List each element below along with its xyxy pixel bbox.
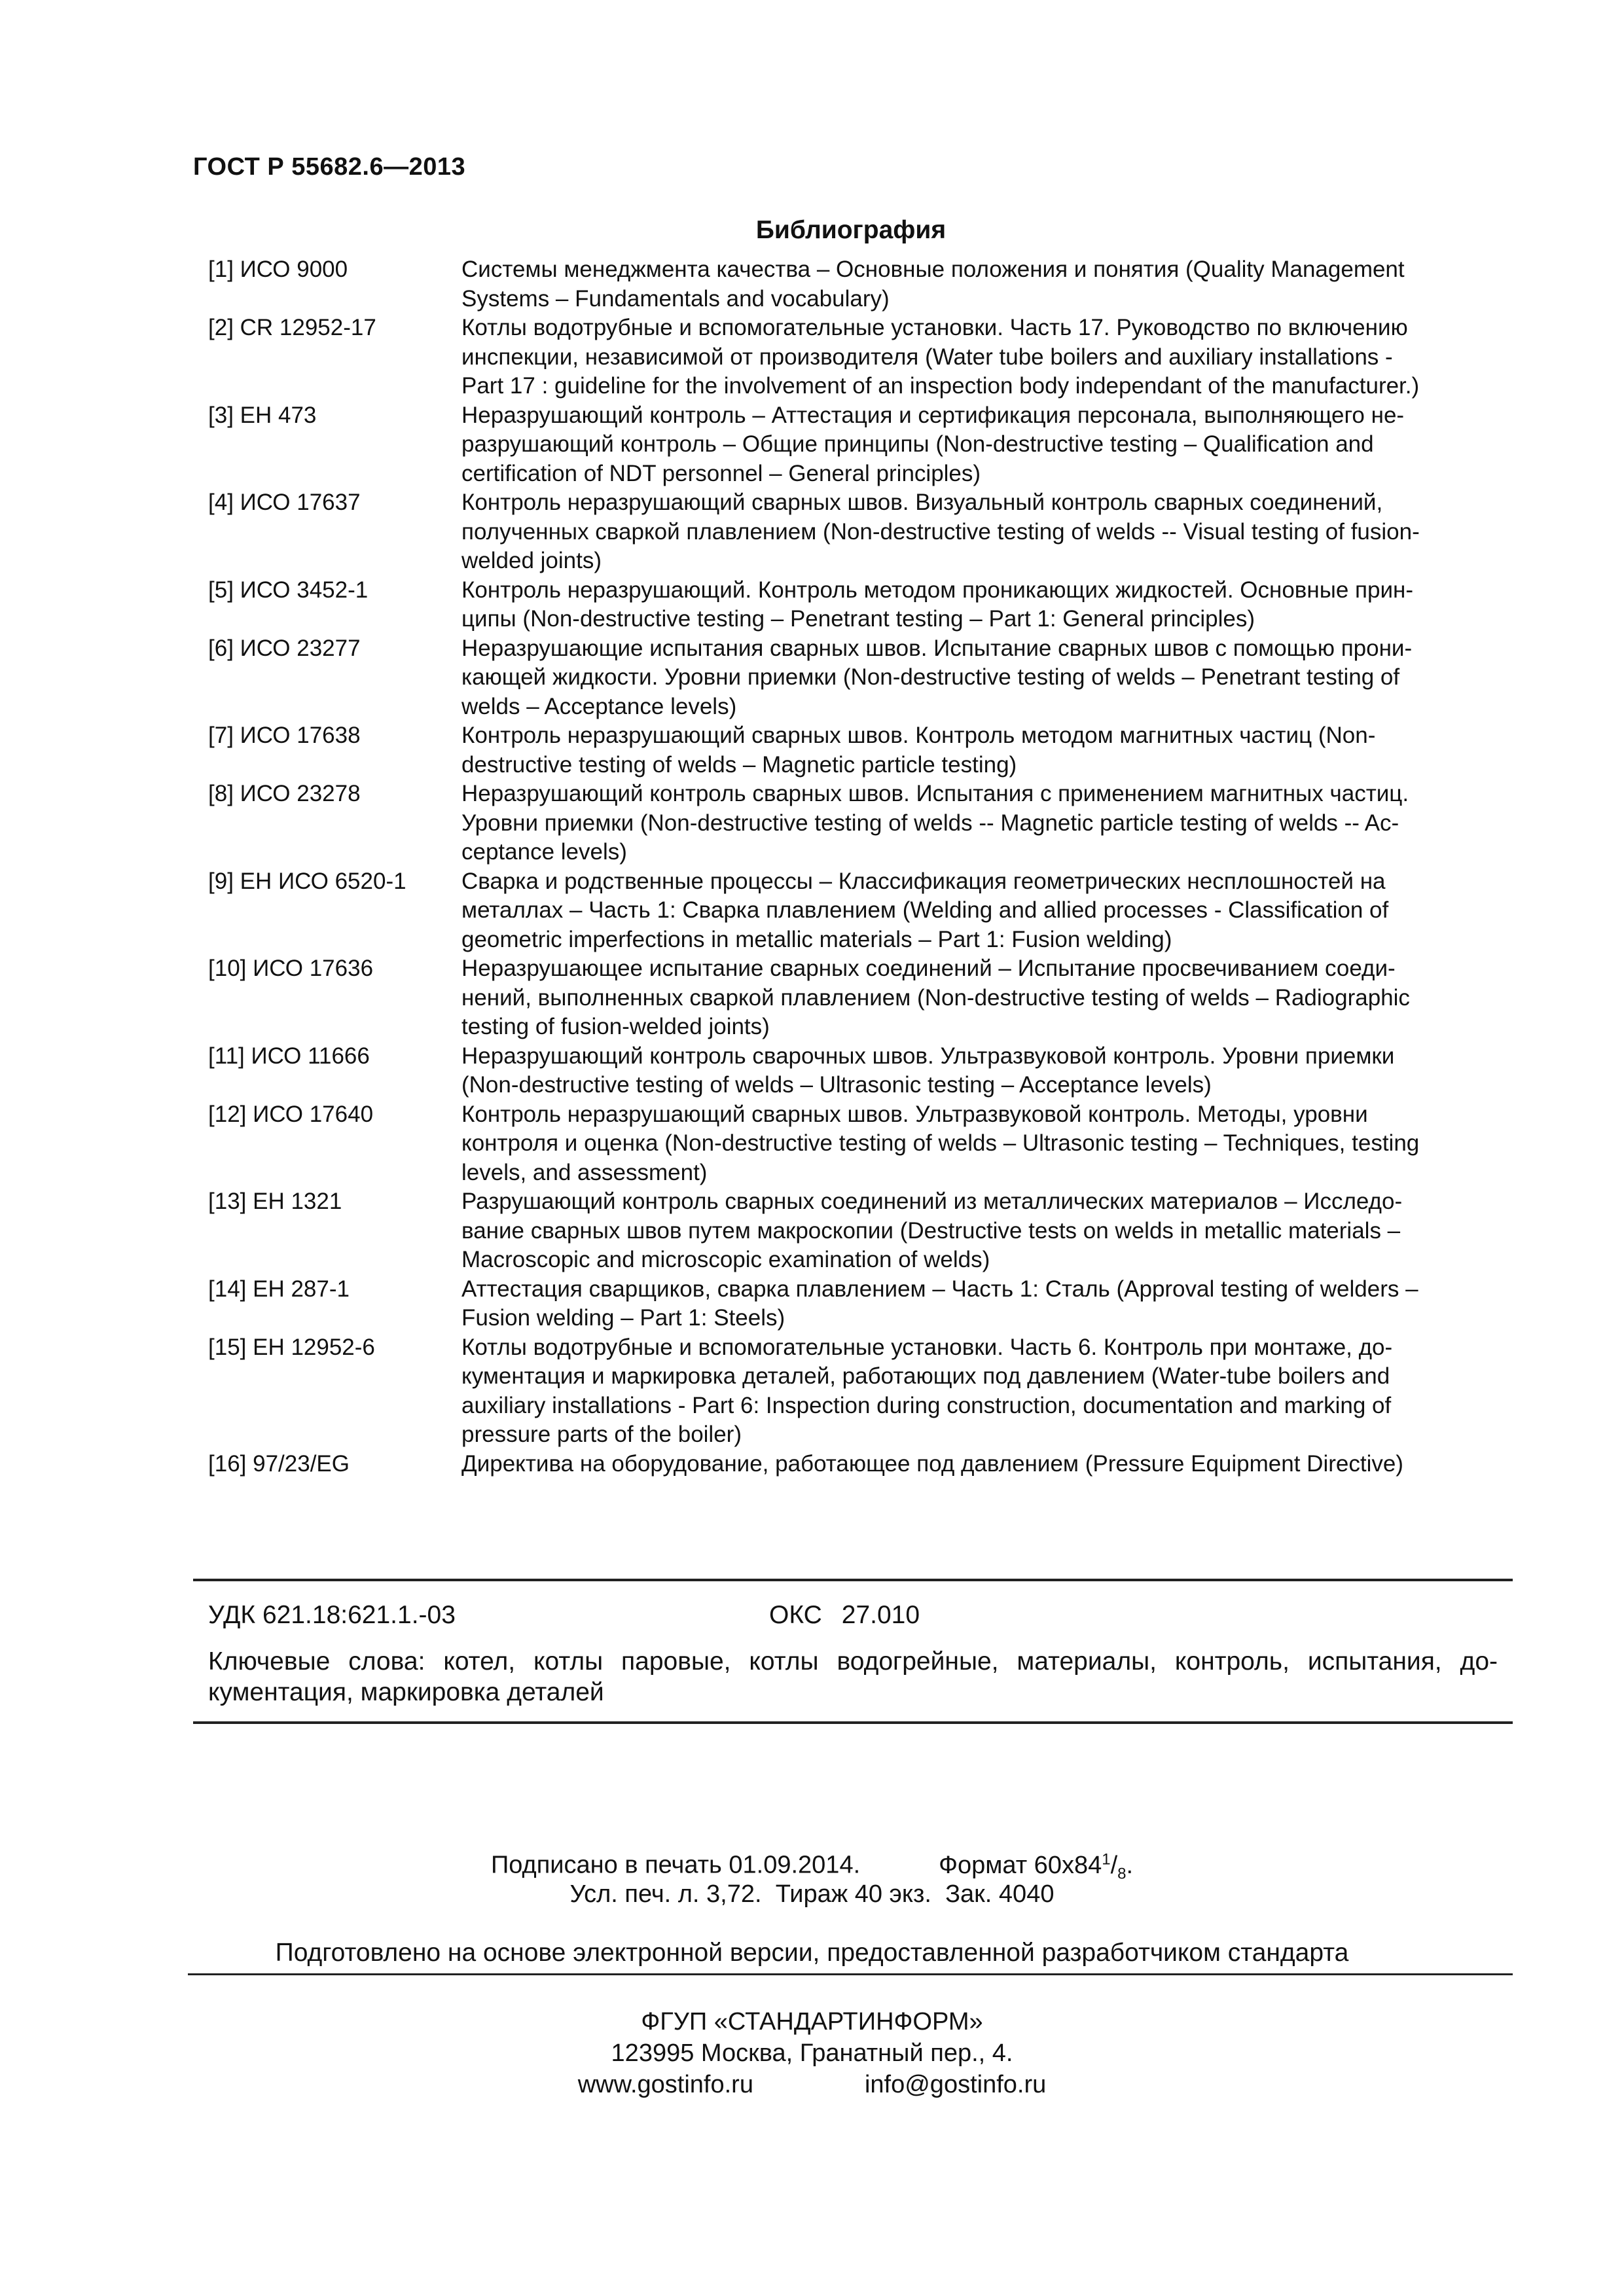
entry-description-line: нений, выполненных сваркой плавлением (Non-destructive testing of welds – Radiographic	[461, 984, 1410, 1011]
entry-description-line: welds – Acceptance levels)	[461, 693, 737, 719]
entry-description-line: Уровни приемки (Non-destructive testing of welds -- Magnetic particle testing of welds -- Ac-	[461, 810, 1399, 836]
publisher-address: 123995 Москва, Гранатный пер., 4.	[611, 2039, 1013, 2067]
entry-reference: [15] ЕН 12952-6	[208, 1334, 375, 1360]
entry-description-line: Fusion welding – Part 1: Steels)	[461, 1305, 785, 1331]
publisher-name: ФГУП «СТАНДАРТИНФОРМ»	[641, 2008, 983, 2036]
entry-reference: [11] ИСО 11666	[208, 1043, 370, 1069]
bibliography-entry	[208, 1100, 1511, 1188]
entry-description-line: ципы (Non-destructive testing – Penetrant testing – Part 1: General principles)	[461, 606, 1255, 632]
publisher-block	[0, 2006, 1624, 2100]
document-code: ГОСТ Р 55682.6—2013	[193, 153, 466, 181]
entry-description	[461, 314, 1511, 401]
entry-description	[461, 1100, 1511, 1188]
bibliography-entry	[208, 1333, 1511, 1450]
entry-reference: [4] ИСО 17637	[208, 490, 361, 515]
entry-description-line: ceptance levels)	[461, 839, 627, 865]
entry-description	[461, 1333, 1511, 1450]
entry-description	[461, 780, 1511, 867]
entry-description	[461, 1042, 1511, 1100]
entry-description-line: Системы менеджмента качества – Основные положения и понятия (Quality Management	[461, 257, 1405, 282]
entry-description-line: полученных сваркой плавлением (Non-destructive testing of welds -- Visual testing of fusion-	[461, 518, 1420, 545]
bibliography-entry	[208, 255, 1511, 314]
entry-description-line: Неразрушающий контроль – Аттестация и сертификация персонала, выполняющего не-	[461, 402, 1405, 428]
entry-description	[461, 401, 1511, 489]
entry-description	[461, 576, 1511, 634]
bibliography-list	[208, 255, 1511, 1479]
entry-reference: [12] ИСО 17640	[208, 1101, 374, 1127]
entry-description-line: welded joints)	[461, 548, 602, 573]
entry-description-line: auxiliary installations - Part 6: Inspection during construction, documentation and marking of	[461, 1392, 1392, 1418]
paper-format: Формат $60x84^1/_8$.	[939, 1850, 1134, 1883]
entry-description-line: destructive testing of welds – Magnetic particle testing)	[461, 751, 1017, 778]
oks-code	[769, 1600, 920, 1630]
entry-reference: [6] ИСО 23277	[208, 635, 361, 661]
prepared-note: Подготовлено на основе электронной версии, предоставленной разработчиком стандарта	[275, 1939, 1349, 1967]
oks-label: ОКС	[769, 1601, 822, 1629]
entry-reference: [2] CR 12952-17	[208, 315, 376, 340]
entry-description-line: testing of fusion-welded joints)	[461, 1014, 770, 1039]
entry-reference: [9] ЕН ИСО 6520-1	[208, 868, 406, 894]
entry-description-line: Разрушающий контроль сварных соединений из металлических материалов – Исследо-	[461, 1189, 1403, 1214]
bibliography-entry	[208, 314, 1511, 401]
website-link[interactable]: www.gostinfo.ru	[577, 2071, 753, 2098]
entry-description-line: Контроль неразрушающий сварных швов. Ультразвуковой контроль. Методы, уровни	[461, 1101, 1368, 1127]
bibliography-entry	[208, 576, 1511, 634]
entry-description	[461, 954, 1511, 1042]
entry-description	[461, 1187, 1511, 1275]
keywords: Ключевые слова: котел, котлы паровые, котлы водогрейные, материалы, контроль, испытания, до-кументация, маркировка деталей	[208, 1647, 1498, 1706]
divider-middle	[193, 1721, 1513, 1724]
entry-description-line: Директива на оборудование, работающее под давлением (Pressure Equipment Directive)	[461, 1450, 1403, 1477]
entry-description-line: разрушающий контроль – Общие принципы (Non-destructive testing – Qualification and	[461, 431, 1374, 457]
entry-description-line: geometric imperfections in metallic materials – Part 1: Fusion welding)	[461, 926, 1172, 952]
entry-description-line: кументация и маркировка деталей, работающих под давлением (Water-tube boilers and	[461, 1363, 1390, 1389]
entry-reference: [3] ЕН 473	[208, 402, 317, 428]
entry-description	[461, 255, 1511, 314]
entry-reference: [1] ИСО 9000	[208, 257, 348, 282]
bibliography-entry	[208, 780, 1511, 867]
entry-description-line: Неразрушающие испытания сварных швов. Испытание сварных швов с помощью прони-	[461, 635, 1413, 661]
entry-description-line: Macroscopic and microscopic examination of welds)	[461, 1247, 990, 1272]
bibliography-entry	[208, 488, 1511, 576]
imprint-line-2	[0, 1878, 1624, 1910]
bibliography-entry	[208, 634, 1511, 722]
entry-description	[461, 1275, 1511, 1333]
print-sheets: Усл. печ. л. 3,72.	[569, 1880, 762, 1908]
entry-description	[461, 1450, 1511, 1479]
entry-description	[461, 634, 1511, 722]
entry-description-line: Part 17 : guideline for the involvement of an inspection body independant of the manufacturer.)	[461, 373, 1420, 399]
oks-value: 27.010	[841, 1601, 920, 1629]
entry-description-line: Неразрушающий контроль сварных швов. Испытания с применением магнитных частиц.	[461, 781, 1409, 806]
entry-reference: [7] ИСО 17638	[208, 723, 361, 748]
signed-date: Подписано в печать 01.09.2014.	[490, 1851, 861, 1879]
bibliography-entry	[208, 1275, 1511, 1333]
bibliography-entry	[208, 401, 1511, 489]
entry-reference: [13] ЕН 1321	[208, 1189, 342, 1214]
entry-reference: [5] ИСО 3452-1	[208, 577, 369, 603]
bibliography-entry	[208, 721, 1511, 780]
entry-description-line: Котлы водотрубные и вспомогательные установки. Часть 6. Контроль при монтаже, до-	[461, 1334, 1393, 1360]
entry-reference: [16] 97/23/EG	[208, 1450, 350, 1477]
entry-description-line: pressure parts of the boiler)	[461, 1422, 742, 1447]
order-number: Зак. 4040	[945, 1880, 1055, 1908]
divider-bottom	[188, 1973, 1513, 1975]
entry-reference: [14] ЕН 287-1	[208, 1276, 350, 1302]
udk-code: УДК 621.18:621.1.-03	[208, 1601, 456, 1629]
divider-top	[193, 1579, 1513, 1581]
bibliography-entry	[208, 1450, 1511, 1479]
entry-description-line: инспекции, независимой от производителя (Water tube boilers and auxiliary installations -	[461, 344, 1393, 370]
entry-description-line: (Non-destructive testing of welds – Ultrasonic testing – Acceptance levels)	[461, 1072, 1212, 1098]
email-link[interactable]: info@gostinfo.ru	[864, 2071, 1047, 2098]
entry-description-line: Контроль неразрушающий сварных швов. Визуальный контроль сварных соединений,	[461, 490, 1383, 515]
entry-description	[461, 867, 1511, 955]
bibliography-title: Библиография	[755, 216, 947, 244]
circulation: Тираж 40 экз.	[775, 1880, 931, 1908]
entry-description-line: certification of NDT personnel – General principles)	[461, 460, 981, 486]
bibliography-entry	[208, 1042, 1511, 1100]
bibliography-entry	[208, 1187, 1511, 1275]
entry-description-line: Контроль неразрушающий сварных швов. Контроль методом магнитных частиц (Non-	[461, 723, 1376, 748]
entry-description-line: Контроль неразрушающий. Контроль методом проникающих жидкостей. Основные прин-	[461, 577, 1414, 603]
bibliography-entry	[208, 867, 1511, 955]
bibliography-entry	[208, 954, 1511, 1042]
entry-description-line: levels, and assessment)	[461, 1159, 708, 1185]
entry-description-line: кающей жидкости. Уровни приемки (Non-destructive testing of welds – Penetrant testing of	[461, 664, 1400, 690]
entry-description-line: Systems – Fundamentals and vocabulary)	[461, 285, 890, 312]
entry-reference: [10] ИСО 17636	[208, 956, 374, 981]
entry-description-line: контроля и оценка (Non-destructive testing of welds – Ultrasonic testing – Techniques, testing	[461, 1130, 1420, 1156]
publisher-contacts	[0, 2069, 1624, 2100]
entry-description	[461, 721, 1511, 780]
entry-description-line: Аттестация сварщиков, сварка плавлением – Часть 1: Сталь (Approval testing of welders –	[461, 1276, 1418, 1302]
entry-description-line: Сварка и родственные процессы – Классификация геометрических несплошностей на	[461, 868, 1386, 894]
entry-reference: [8] ИСО 23278	[208, 781, 361, 806]
entry-description-line: Неразрушающий контроль сварочных швов. Ультразвуковой контроль. Уровни приемки	[461, 1043, 1395, 1069]
entry-description-line: вание сварных швов путем макроскопии (Destructive tests on welds in metallic materials –	[461, 1217, 1401, 1244]
entry-description-line: Котлы водотрубные и вспомогательные установки. Часть 17. Руководство по включению	[461, 315, 1408, 340]
entry-description-line: металлах – Часть 1: Сварка плавлением (Welding and allied processes - Classification of	[461, 897, 1389, 923]
entry-description	[461, 488, 1511, 576]
entry-description-line: Неразрушающее испытание сварных соединений – Испытание просвечиванием соеди-	[461, 956, 1396, 981]
